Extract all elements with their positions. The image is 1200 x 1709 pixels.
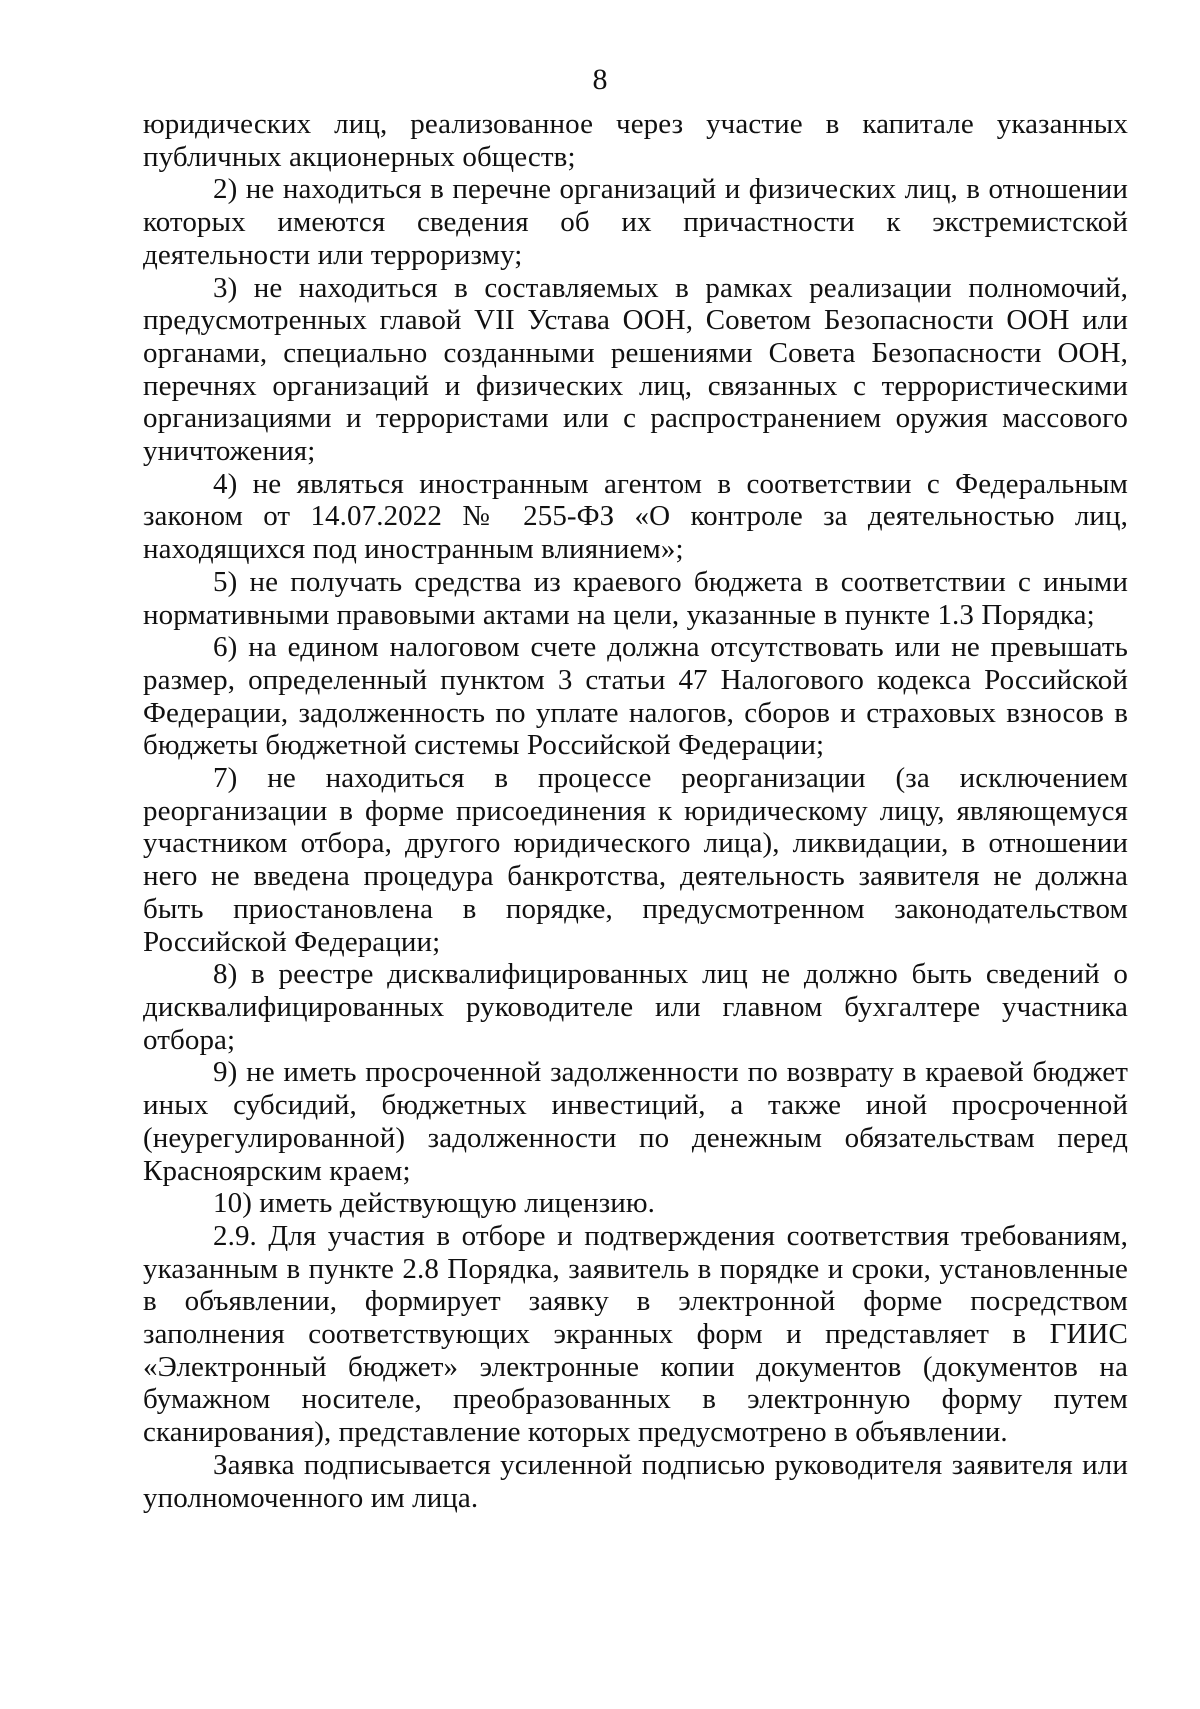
list-item-10: 10) иметь действующую лицензию. [213,1187,655,1220]
paragraph-continuation: юридических лиц, реализованное через участие в капитале указанных публичных акционерных обществ; [143,108,1128,173]
clause-2-9: 2.9. Для участия в отборе и подтверждения соответствия требованиям, указанным в пункте 2.8 Порядка, заявитель в порядке и сроки, установленные в объявлении, формирует заявку в электронной форме посредством заполнения соответствующих экранных форм и представляет в ГИИС «Электронный бюджет» электронные копии документов (документов на бумажном носителе, преобразованных в электронную форму путем сканирования), представление которых предусмотрено в объявлении. [143,1219,1128,1449]
document-body [143,108,1128,1514]
signature-paragraph: Заявка подписывается усиленной подписью руководителя заявителя или уполномоченного им лица. [143,1448,1128,1514]
list-item-7: 7) не находиться в процессе реорганизации (за исключением реорганизации в форме присоединения к юридическому лицу, являющемуся участником отбора, другого юридического лица), ликвидации, в отношении него не введена процедура банкротства, деятельность заявителя не должна быть приостановлена в порядке, предусмотренном законодательством Российской Федерации; [143,762,1128,958]
list-item-4: 4) не являться иностранным агентом в соответствии с Федеральным законом от 14.07.2022 № 255-ФЗ «О контроле за деятельностью лиц, находящихся под иностранным влиянием»; [143,467,1128,566]
list-item-9: 9) не иметь просроченной задолженности по возврату в краевой бюджет иных субсидий, бюджетных инвестиций, а также иной просроченной (неурегулированной) задолженности по денежным обязательствам перед Красноярским краем; [143,1056,1128,1187]
list-item-8: 8) в реестре дисквалифицированных лиц не должно быть сведений о дисквалифицированных руководителе или главном бухгалтере участника отбора; [143,958,1128,1056]
page-number: 8 [592,63,608,96]
list-item-2: 2) не находиться в перечне организаций и физических лиц, в отношении которых имеются сведения об их причастности к экстремистской деятельности или терроризму; [143,173,1128,271]
list-item-3: 3) не находиться в составляемых в рамках реализации полномочий, предусмотренных главой VII Устава ООН, Советом Безопасности ООН или органами, специально созданными решениями Совета Безопасности ООН, перечнях организаций и физических лиц, связанных с террористическими организациями и террористами или с распространением оружия массового уничтожения; [143,271,1128,468]
list-item-6: 6) на едином налоговом счете должна отсутствовать или не превышать размер, определенный пунктом 3 статьи 47 Налогового кодекса Российской Федерации, задолженность по уплате налогов, сборов и страховых взносов в бюджеты бюджетной системы Российской Федерации; [143,631,1128,762]
list-item-5: 5) не получать средства из краевого бюджета в соответствии с иными нормативными правовыми актами на цели, указанные в пункте 1.3 Порядка; [143,565,1128,631]
